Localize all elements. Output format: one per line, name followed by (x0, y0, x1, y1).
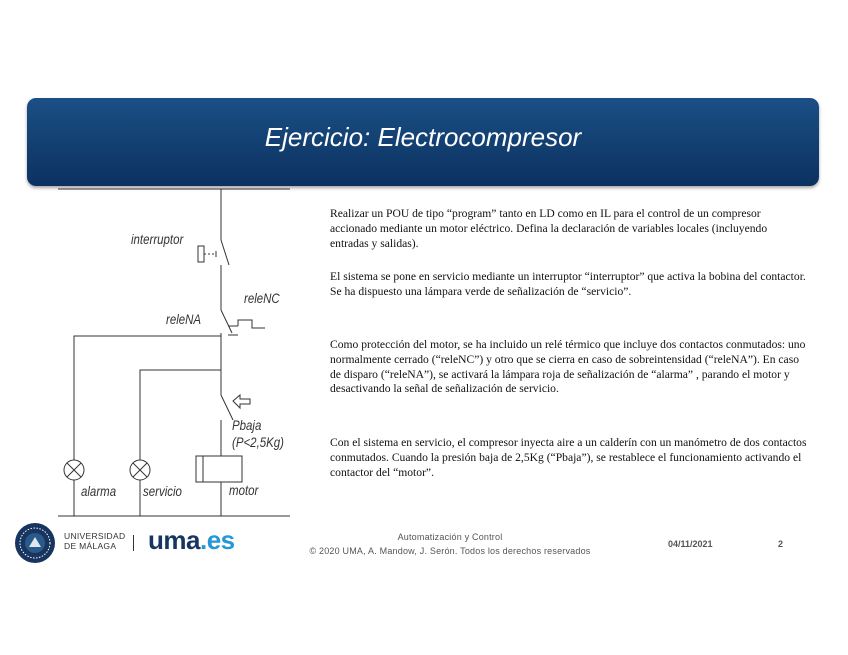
interruptor-contact (198, 240, 229, 267)
service-branch (140, 370, 221, 460)
uma-logo (148, 525, 235, 556)
label-servicio: servicio (143, 483, 182, 499)
label-alarma: alarma (81, 483, 117, 499)
label-pbaja-condition: (P<2,5Kg) (232, 434, 285, 450)
university-line-2: DE MÁLAGA (64, 541, 117, 551)
label-relena: releNA (166, 311, 202, 327)
slide-title: Ejercicio: Electrocompresor (264, 122, 582, 152)
footer-course: Automatización y Control (397, 532, 503, 542)
university-name (64, 531, 125, 551)
university-seal-icon (13, 521, 57, 565)
logo-brand-suffix: es (206, 525, 235, 555)
footer-date: 04/11/2021 (668, 539, 713, 549)
paragraph-4: Con el sistema en servicio, el compresor inyecta aire a un calderín con un manómetro de dos contactos conmutados. Cuando la presión baja de 2,5Kg (“Pbaja”), se restablece el funcionamiento activando el contactor del “motor”. (330, 436, 807, 479)
label-motor: motor (229, 482, 259, 498)
logo-brand-main: uma (148, 525, 200, 555)
alarm-branch (74, 336, 221, 460)
rele-contacts (221, 310, 265, 335)
footer-copyright: © 2020 UMA, A. Mandow, J. Serón. Todos los derechos reservados (309, 546, 591, 556)
university-line-1: UNIVERSIDAD (64, 531, 126, 541)
logo-brand-dot: . (199, 525, 207, 555)
paragraph-1: Realizar un POU de tipo “program” tanto en LD como en IL para el control de un compresor accionado mediante un motor eléctrico. Defina la declaración de variables locales (incluyendo entradas y salidas). (330, 207, 768, 250)
label-pbaja: Pbaja (232, 417, 262, 433)
paragraph-3: Como protección del motor, se ha incluido un relé térmico que incluye dos contactos conmutados: uno normalmente cerrado (“releNC”) y otro que se cierra en caso de sobreintensidad (“releNA”). En caso de disparo (“releNA”), se activará la lámpara roja de señalización de “alarma” , parando el motor y desactivando la señal de señalización de servicio. (330, 338, 806, 396)
paragraph-2: El sistema se pone en servicio mediante un interruptor “interruptor” que activa la bobina del contactor. Se ha dispuesto una lámpara verde de señalización de “servicio”. (330, 270, 806, 298)
label-relenc: releNC (244, 290, 280, 306)
logo-separator (133, 535, 134, 551)
label-interruptor: interruptor (131, 231, 184, 247)
footer-page-number: 2 (778, 539, 784, 549)
